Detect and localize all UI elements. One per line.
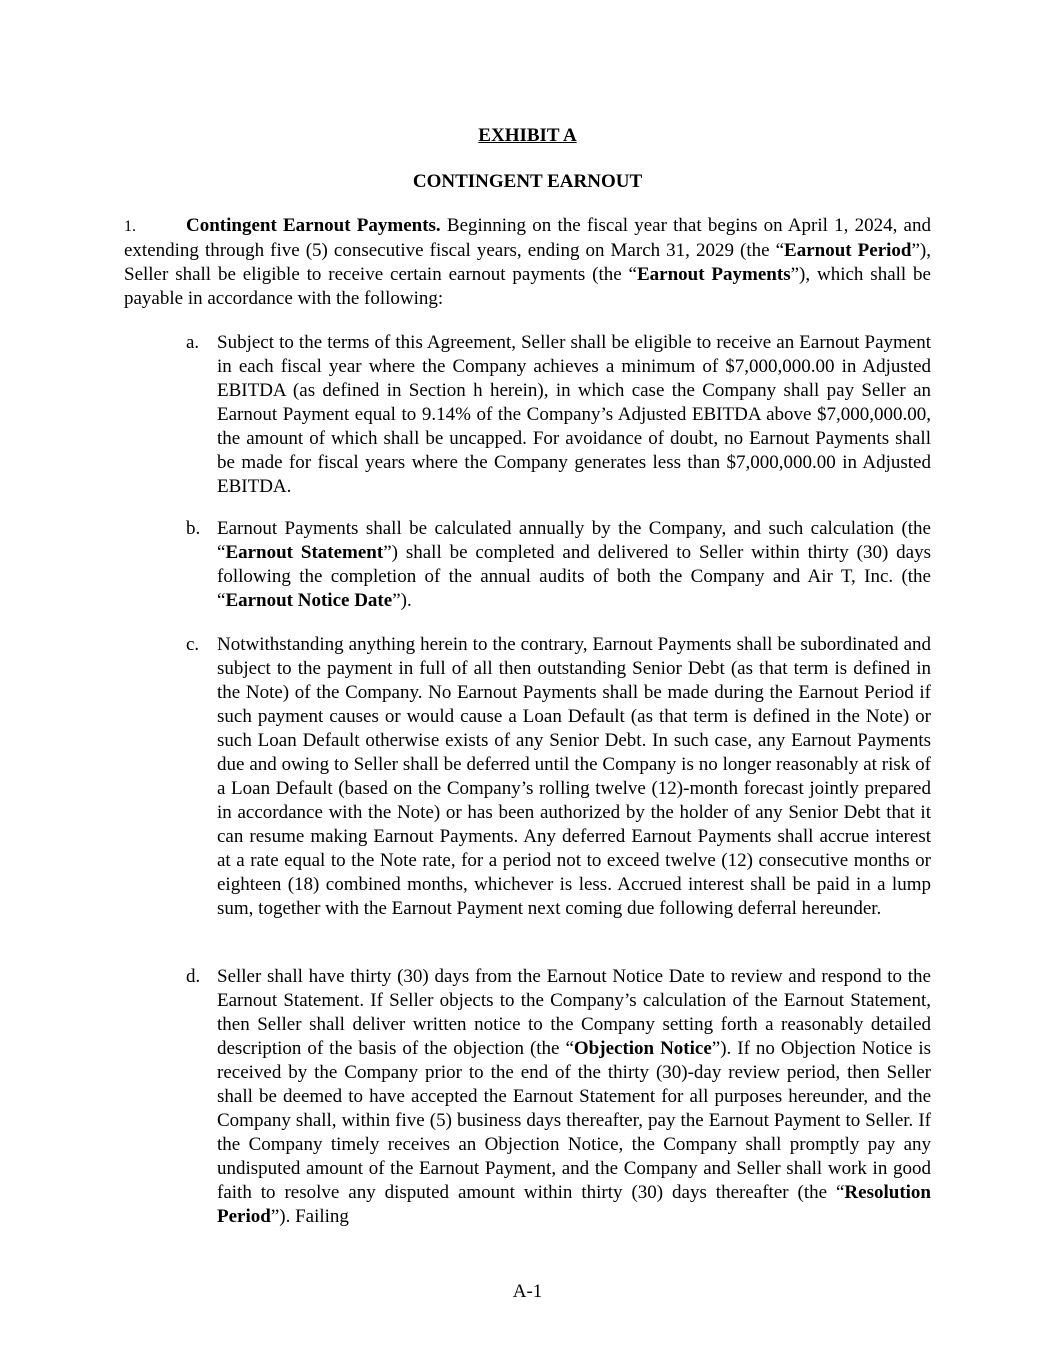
document-subtitle: CONTINGENT EARNOUT — [412, 171, 643, 192]
item-text-part: Seller shall have thirty (30) days from the Earnout Notice Date to review and respond to the Earnout Statement. If Seller objects to the Company’s calculation of the Earnout Statement, then Seller shall deliver written notice to the Company setting forth a reasonably detailed description of the basis of the objection (the “ — [217, 966, 931, 1059]
item-text-part: Earnout Payments shall be calculated annually by the Company, and such calculation (the “ — [217, 518, 931, 563]
item-text-part: ”). Failing — [270, 1206, 349, 1227]
item-text-part: ”). — [392, 590, 412, 611]
list-item-a — [186, 331, 931, 499]
section-1-paragraph — [124, 214, 931, 311]
section-number: 1. — [124, 218, 136, 235]
item-text — [217, 965, 931, 1229]
section-text: ”), which shall be payable in accordance with the following: — [124, 264, 931, 309]
defined-term: Earnout Period — [784, 240, 912, 261]
item-letter: d. — [186, 966, 201, 987]
item-text: Notwithstanding anything herein to the contrary, Earnout Payments shall be subordinated and subject to the payment in full of all then outstanding Senior Debt (as that term is defined in the Note) of the Company. No Earnout Payments shall be made during the Earnout Period if such payment causes or would cause a Loan Default (as that term is defined in the Note) or such Loan Default otherwise exists of any Senior Debt. In such case, any Earnout Payments due and owing to Seller shall be deferred until the Company is no longer reasonably at risk of a Loan Default (based on the Company’s rolling twelve (12)-month forecast jointly prepared in accordance with the Note) or has been authorized by the holder of any Senior Debt that it can resume making Earnout Payments. Any deferred Earnout Payments shall accrue interest at a rate equal to the Note rate, for a period not to exceed twelve (12) consecutive months or eighteen (18) combined months, whichever is less. Accrued interest shall be paid in a lump sum, together with the Earnout Payment next coming due following deferral hereunder. — [217, 634, 931, 919]
list-item-d — [186, 965, 931, 1229]
defined-term: Objection Notice — [573, 1038, 712, 1059]
section-text: ”), Seller shall be eligible to receive certain earnout payments (the “ — [124, 240, 931, 285]
item-text — [217, 517, 931, 613]
page-number: A-1 — [512, 1281, 543, 1302]
item-text-part: ”). If no Objection Notice is received by the Company prior to the end of the thirty (30)-day review period, then Seller shall be deemed to have accepted the Earnout Statement for all purposes hereunder, and the Company shall, within five (5) business days thereafter, pay the Earnout Payment to Seller. If the Company timely receives an Objection Notice, the Company shall promptly pay any undisputed amount of the Earnout Payment, and the Company and Seller shall work in good faith to resolve any disputed amount within thirty (30) days thereafter (the “ — [217, 1038, 932, 1203]
item-letter: b. — [186, 518, 201, 539]
item-letter: a. — [186, 332, 200, 353]
list-item-b — [186, 517, 931, 613]
section-text: Beginning on the fiscal year that begins on April 1, 2024, and extending through five (5) consecutive fiscal years, ending on March 31, 2029 (the “ — [124, 215, 931, 261]
defined-term: Resolution Period — [217, 1182, 931, 1227]
item-letter: c. — [186, 634, 200, 655]
exhibit-title: EXHIBIT A — [478, 125, 577, 146]
item-text-part: ”) shall be completed and delivered to Seller within thirty (30) days following the completion of the annual audits of both the Company and Air T, Inc. (the “ — [217, 542, 931, 611]
defined-term: Earnout Payments — [636, 264, 791, 285]
defined-term: Earnout Notice Date — [225, 590, 393, 611]
list-item-c — [186, 633, 931, 921]
defined-term: Earnout Statement — [225, 542, 384, 563]
item-text: Subject to the terms of this Agreement, Seller shall be eligible to receive an Earnout Payment in each fiscal year where the Company achieves a minimum of $7,000,000.00 in Adjusted EBITDA (as defined in Section h herein), in which case the Company shall pay Seller an Earnout Payment equal to 9.14% of the Company’s Adjusted EBITDA above $7,000,000.00, the amount of which shall be uncapped. For avoidance of doubt, no Earnout Payments shall be made for fiscal years where the Company generates less than $7,000,000.00 in Adjusted EBITDA. — [217, 332, 931, 497]
section-heading: Contingent Earnout Payments. — [186, 215, 441, 236]
